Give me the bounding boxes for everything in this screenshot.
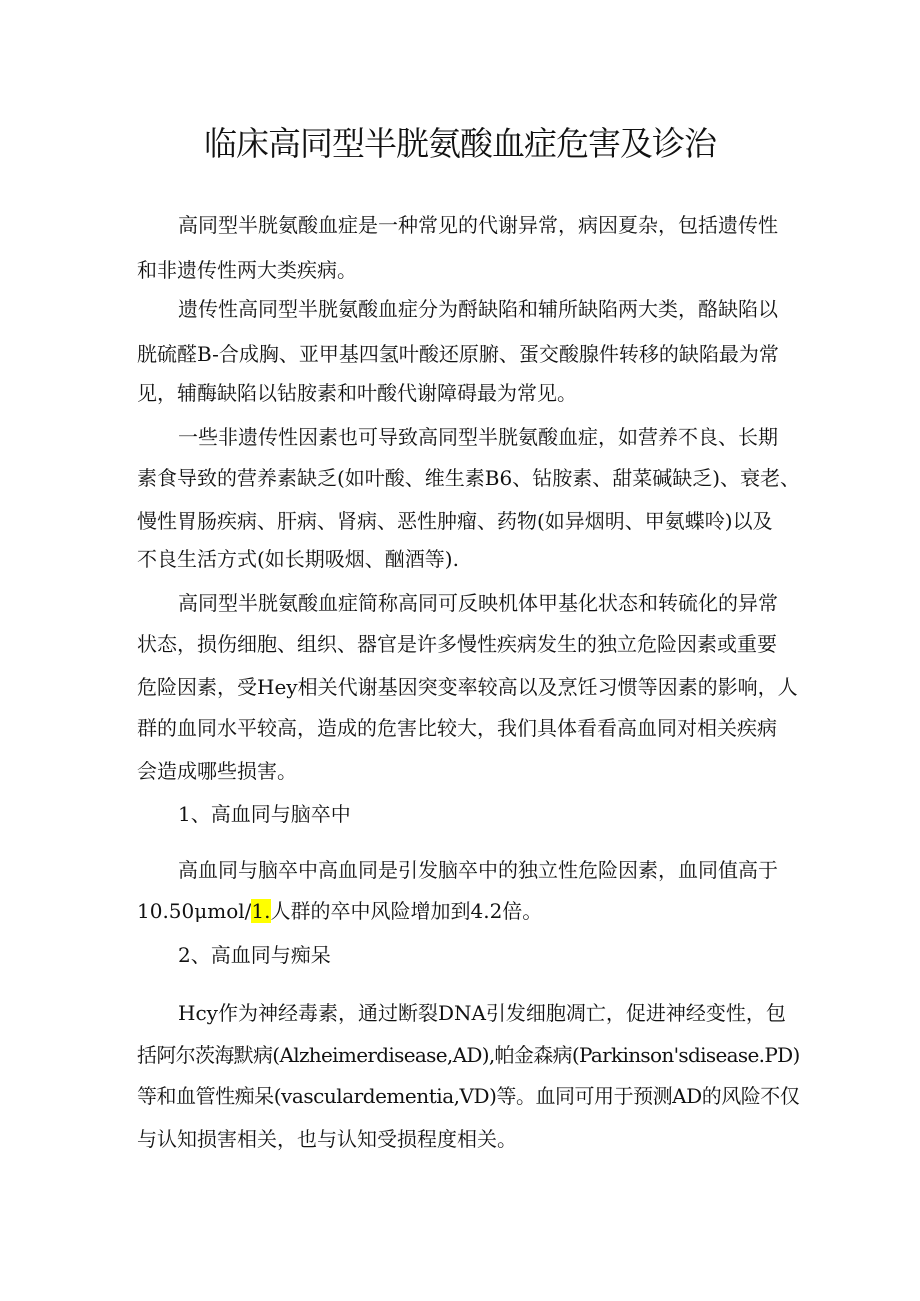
section-heading-1: 1、高血同与脑卒中 [178, 802, 351, 826]
paragraph-1-line-2: 和非遗传性两大类疾病。 [137, 258, 357, 282]
dose-text: 10.50μmol/ [137, 899, 252, 923]
paragraph-4-line-3: 危险因素，受Hey相关代谢基因突变率较高以及烹饪习惯等因素的影响，人 [137, 675, 798, 699]
paragraph-4-line-2: 状态，损伤细胞、组织、器官是许多慢性疾病发生的独立危险因素或重要 [137, 632, 777, 656]
paragraph-3-line-4: 不良生活方式(如长期吸烟、酗酒等). [137, 547, 459, 571]
section-heading-2: 2、高血同与痴呆 [178, 943, 331, 967]
paragraph-2-line-2: 胱硫醛B-合成胸、亚甲基四氢叶酸还原腑、蛋交酸腺件转移的缺陷最为常 [137, 342, 779, 366]
paragraph-3-line-2: 素食导致的营养素缺乏(如叶酸、维生素B6、钻胺素、甜菜碱缺乏)、衰老、 [137, 466, 801, 490]
paragraph-3-line-3: 慢性胃肠疾病、肝病、肾病、恶性肿瘤、药物(如异烟明、甲氨蝶呤)以及 [137, 509, 773, 533]
paragraph-2-line-3: 见，辅酶缺陷以钻胺素和叶酸代谢障碍最为常见。 [137, 381, 577, 405]
paragraph-5-line-1: 高血同与脑卒中高血同是引发脑卒中的独立性危险因素，血同值高于 [178, 858, 778, 882]
paragraph-6-line-2: 括阿尔茨海默病(Alzheimerdisease,AD),帕金森病(Parkinson'sdisease.PD) [137, 1043, 800, 1067]
paragraph-6-line-1: Hcy作为神经毒素，通过断裂DNA引发细胞凋亡，促进神经变性，包 [178, 1001, 786, 1025]
paragraph-6-line-3: 等和血管性痴呆(vasculardementia,VD)等。血同可用于预测AD的风险不仅 [137, 1084, 800, 1108]
paragraph-2-line-1: 遗传性高同型半胱氨酸血症分为酹缺陷和辅所缺陷两大类，酪缺陷以 [178, 297, 778, 321]
highlighted-text: 1. [251, 899, 271, 923]
paragraph-1-line-1: 高同型半胱氨酸血症是一种常见的代谢异常，病因夏杂，包括遗传性 [178, 213, 778, 237]
paragraph-4-line-1: 高同型半胱氨酸血症简称高同可反映机体甲基化状态和转硫化的异常 [178, 591, 778, 615]
paragraph-4-line-5: 会造成哪些损害。 [137, 759, 297, 783]
paragraph-6-line-4: 与认知损害相关，也与认知受损程度相关。 [137, 1127, 517, 1151]
paragraph-4-line-4: 群的血同水平较高，造成的危害比较大，我们具体看看高血同对相关疾病 [137, 716, 777, 740]
risk-text: 人群的卒中风险增加到4.2倍。 [270, 899, 543, 923]
paragraph-5-line-2 [137, 898, 542, 924]
document-title: 临床高同型半胱氨酸血症危害及诊治 [204, 124, 716, 163]
paragraph-3-line-1: 一些非遗传性因素也可导致高同型半胱氨酸血症，如营养不良、长期 [178, 425, 778, 449]
